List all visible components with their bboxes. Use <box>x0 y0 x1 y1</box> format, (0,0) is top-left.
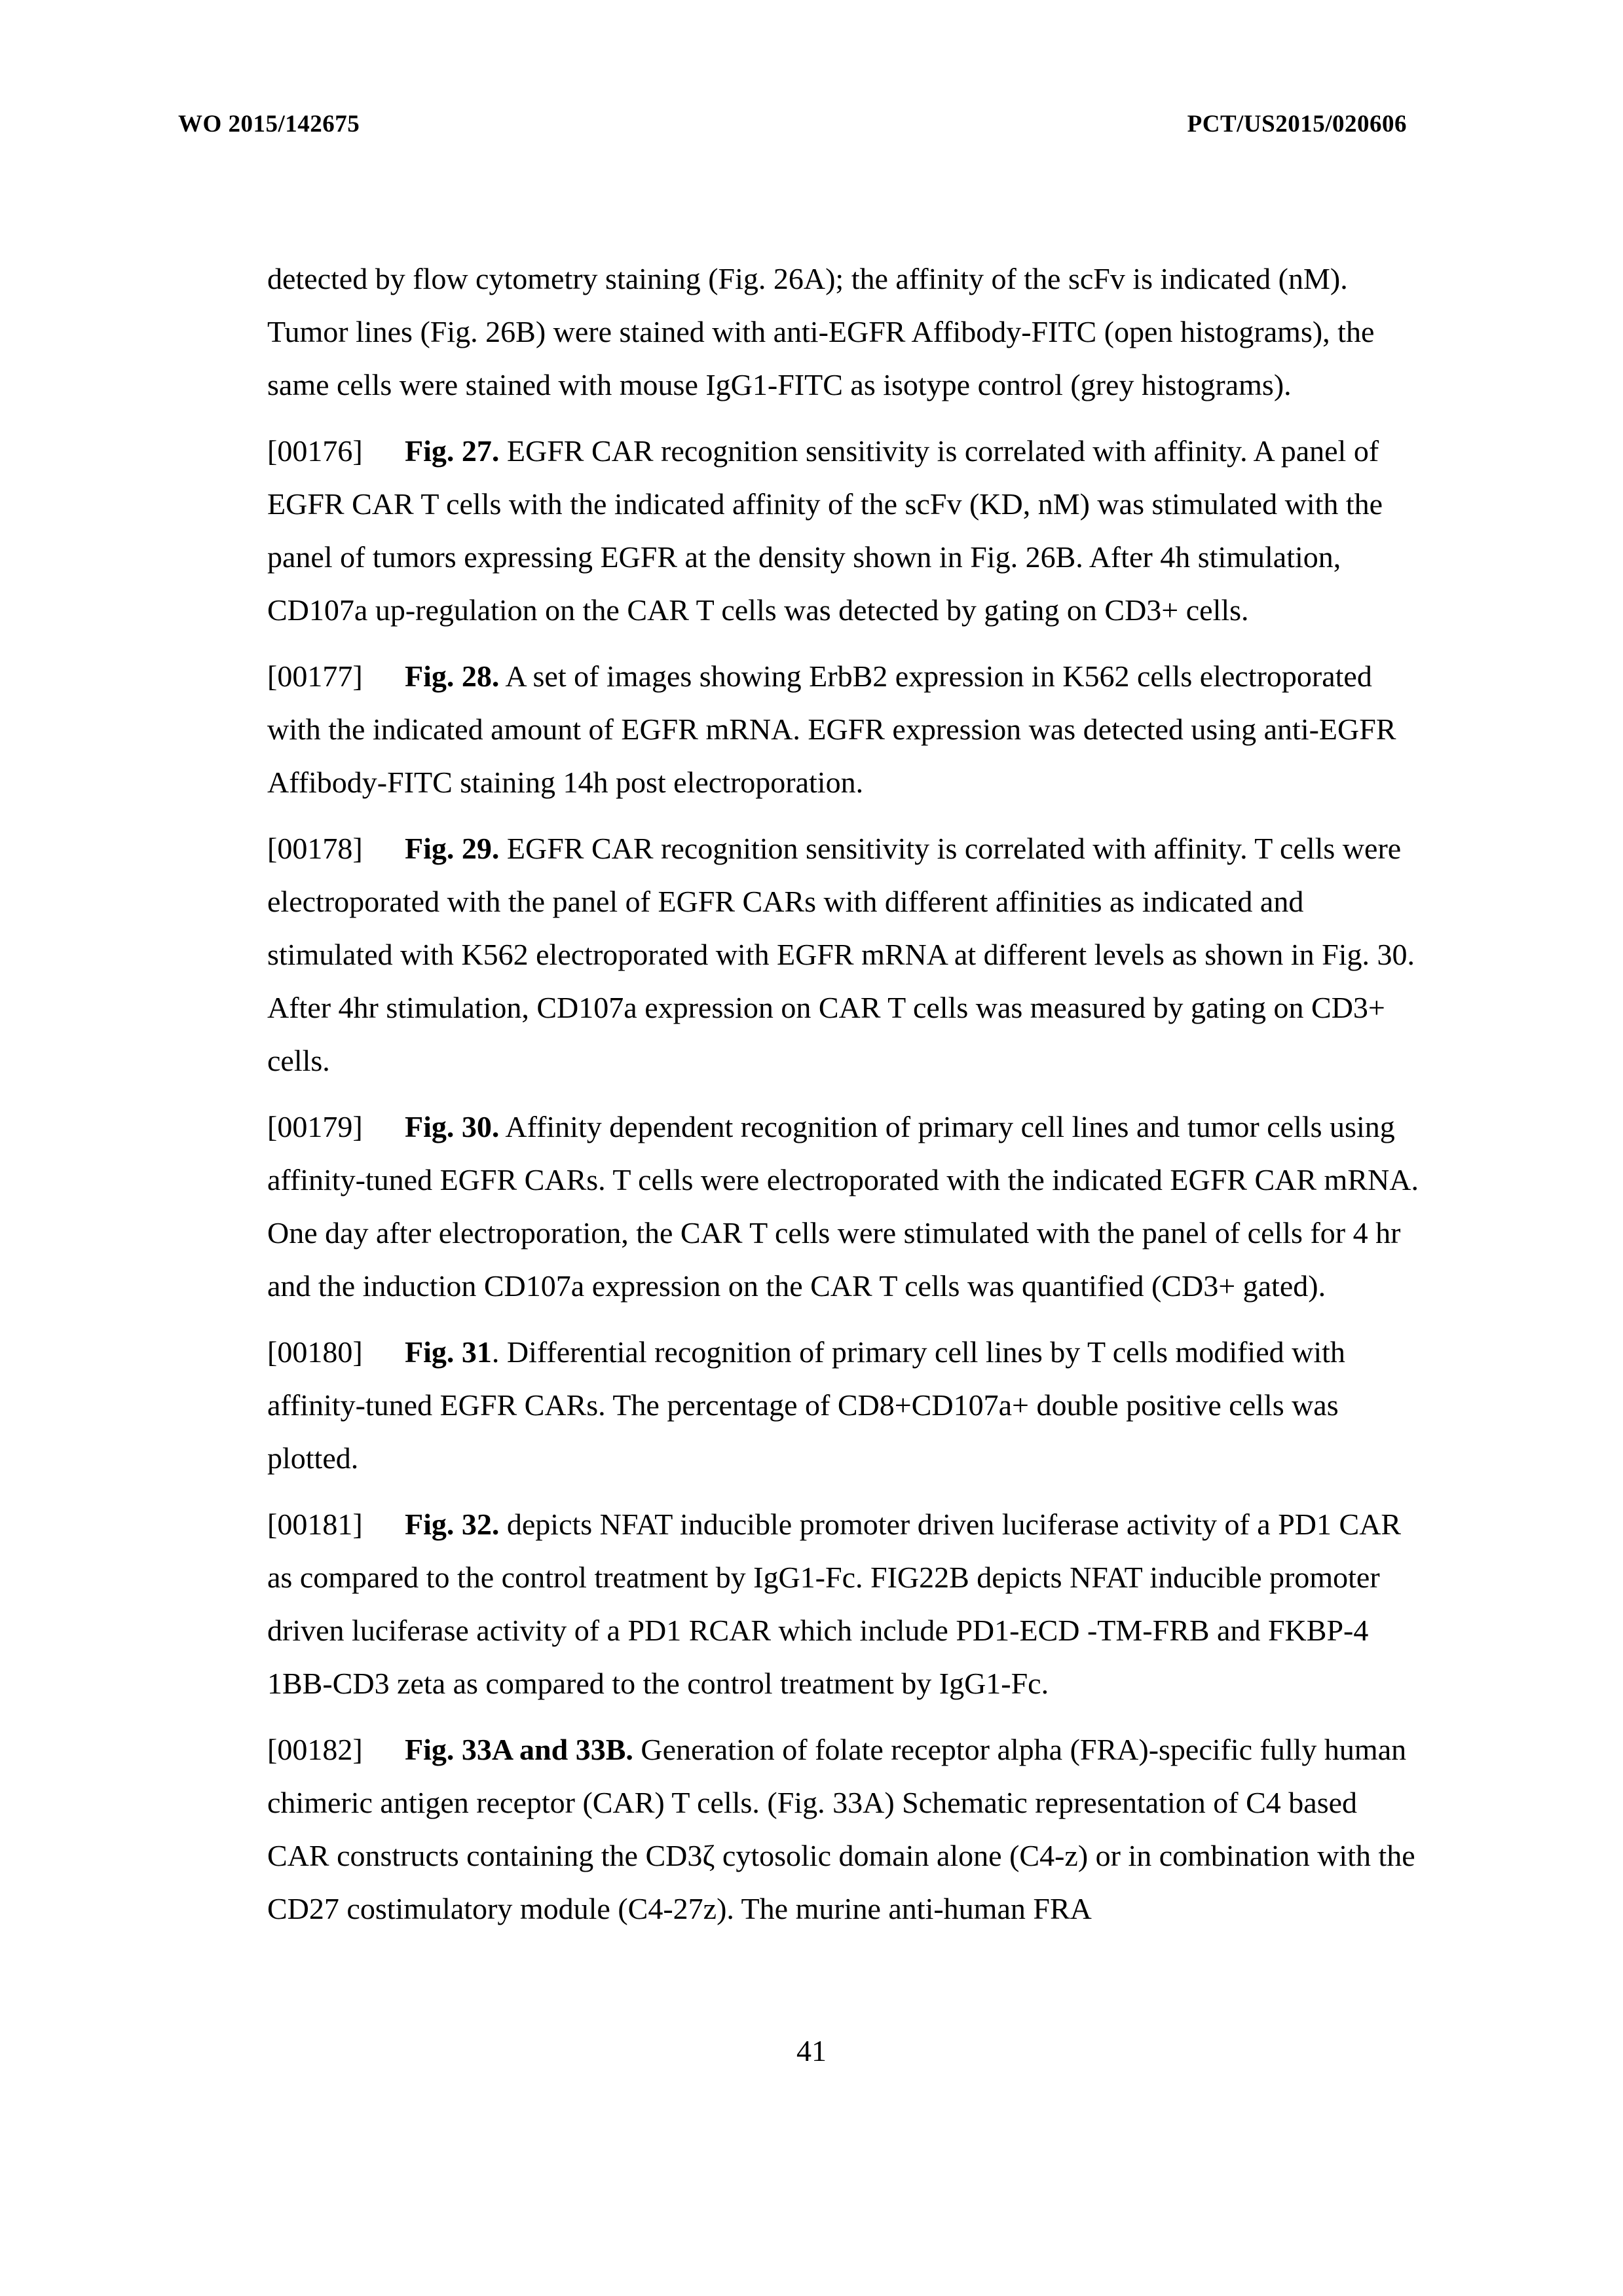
intro-paragraph: detected by flow cytometry staining (Fig. 26A); the affinity of the scFv is indicated (nM). Tumor lines (Fig. 26B) were stained with anti-EGFR Affibody-FITC (open histograms), the same cells were stained with mouse IgG1-FITC as isotype control (grey histograms). <box>267 262 1375 401</box>
application-number: PCT/US2015/020606 <box>1187 111 1407 138</box>
publication-number: WO 2015/142675 <box>178 111 360 138</box>
paragraph-00176 <box>267 424 1420 637</box>
figure-ref: Fig. 32. <box>405 1508 500 1541</box>
paragraph-00179 <box>267 1100 1420 1312</box>
paragraph-text: EGFR CAR recognition sensitivity is correlated with affinity. T cells were electroporated with the panel of EGFR CARs with different affinities as indicated and stimulated with K562 electroporated with EGFR mRNA at different levels as shown in Fig. 30. After 4hr stimulation, CD107a expression on CAR T cells was measured by gating on CD3+ cells. <box>267 832 1415 1077</box>
paragraph-number: [00179] <box>267 1110 363 1143</box>
paragraph-00177 <box>267 650 1420 809</box>
paragraph-text: A set of images showing ErbB2 expression in K562 cells electroporated with the indicated amount of EGFR mRNA. EGFR expression was detected using anti-EGFR Affibody-FITC staining 14h post electroporation. <box>267 659 1396 799</box>
paragraph-text: Generation of folate receptor alpha (FRA)-specific fully human chimeric antigen receptor (CAR) T cells. (Fig. 33A) Schematic representation of C4 based CAR constructs containing the CD3ζ cytosolic domain alone (C4-z) or in combination with the CD27 costimulatory module (C4-27z). The murine anti-human FRA <box>267 1733 1415 1925</box>
page-number: 41 <box>796 2034 827 2067</box>
figure-ref: Fig. 29. <box>405 832 500 865</box>
paragraph-text: Affinity dependent recognition of primary cell lines and tumor cells using affinity-tuned EGFR CARs. T cells were electroporated with the indicated EGFR CAR mRNA. One day after electroporation, the CAR T cells were stimulated with the panel of cells for 4 hr and the induction CD107a expression on the CAR T cells was quantified (CD3+ gated). <box>267 1110 1419 1303</box>
figure-ref: Fig. 30. <box>405 1110 500 1143</box>
paragraph-00180 <box>267 1325 1420 1485</box>
figure-ref: Fig. 27. <box>405 434 500 468</box>
document-body <box>267 252 1420 1948</box>
figure-ref: Fig. 28. <box>405 659 500 693</box>
paragraph-number: [00181] <box>267 1508 363 1541</box>
paragraph-number: [00180] <box>267 1335 363 1369</box>
paragraph-number: [00176] <box>267 434 363 468</box>
paragraph-text: . Differential recognition of primary cell lines by T cells modified with affinity-tuned EGFR CARs. The percentage of CD8+CD107a+ double positive cells was plotted. <box>267 1335 1345 1475</box>
figure-ref: Fig. 31 <box>405 1335 492 1369</box>
paragraph-00181 <box>267 1498 1420 1710</box>
paragraph-text: depicts NFAT inducible promoter driven luciferase activity of a PD1 CAR as compared to the control treatment by IgG1-Fc. FIG22B depicts NFAT inducible promoter driven luciferase activity of a PD1 RCAR which include PD1-ECD -TM-FRB and FKBP-4 1BB-CD3 zeta as compared to the control treatment by IgG1-Fc. <box>267 1508 1402 1700</box>
figure-ref: Fig. 33A and 33B. <box>405 1733 633 1766</box>
paragraph-00182 <box>267 1723 1420 1935</box>
paragraph-number: [00182] <box>267 1733 363 1766</box>
paragraph-number: [00178] <box>267 832 363 865</box>
paragraph-00178 <box>267 822 1420 1087</box>
paragraph-number: [00177] <box>267 659 363 693</box>
paragraph-text: EGFR CAR recognition sensitivity is correlated with affinity. A panel of EGFR CAR T cells with the indicated affinity of the scFv (KD, nM) was stimulated with the panel of tumors expressing EGFR at the density shown in Fig. 26B. After 4h stimulation, CD107a up-regulation on the CAR T cells was detected by gating on CD3+ cells. <box>267 434 1383 627</box>
